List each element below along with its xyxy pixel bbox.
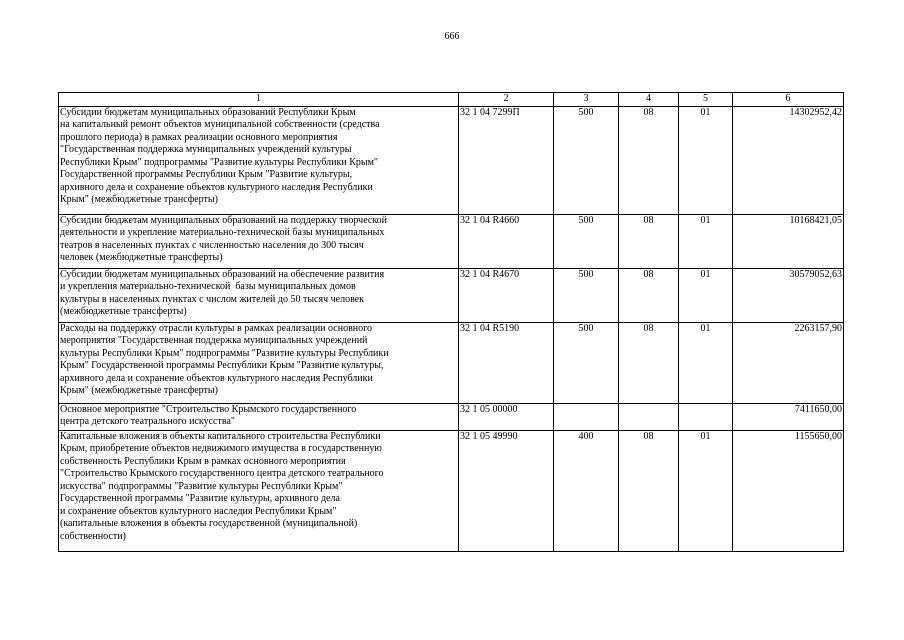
row-amount: 10168421,05 bbox=[733, 214, 844, 268]
row-target-code: 32 1 05 49990 bbox=[459, 430, 554, 551]
row-description: Субсидии бюджетам муниципальных образований на обеспечение развития и укрепления материально-технической базы муниципальных домов культуры в населенных пунктах с числом жителей до 50 тысяч человек (межбюджетные трансферты) bbox=[59, 268, 459, 322]
table-row bbox=[59, 430, 844, 551]
table-row bbox=[59, 268, 844, 322]
row-target-code: 32 1 04 R4670 bbox=[459, 268, 554, 322]
row-section: 08 bbox=[619, 430, 679, 551]
row-amount: 1155650,00 bbox=[733, 430, 844, 551]
row-target-code: 32 1 04 R4660 bbox=[459, 214, 554, 268]
row-expense-type: 500 bbox=[554, 322, 619, 403]
row-subsection: 01 bbox=[679, 268, 733, 322]
row-section: 08 bbox=[619, 106, 679, 214]
row-amount: 2263157,90 bbox=[733, 322, 844, 403]
table-row bbox=[59, 322, 844, 403]
column-header: 2 bbox=[459, 93, 554, 107]
column-header: 5 bbox=[679, 93, 733, 107]
row-expense-type bbox=[554, 403, 619, 430]
row-amount: 14302952,42 bbox=[733, 106, 844, 214]
column-header: 3 bbox=[554, 93, 619, 107]
row-expense-type: 500 bbox=[554, 106, 619, 214]
row-section bbox=[619, 403, 679, 430]
row-target-code: 32 1 05 00000 bbox=[459, 403, 554, 430]
row-amount: 30579052,63 bbox=[733, 268, 844, 322]
row-description: Основное мероприятие "Строительство Крымского государственного центра детского театрального искусства" bbox=[59, 403, 459, 430]
row-subsection: 01 bbox=[679, 214, 733, 268]
row-section: 08 bbox=[619, 268, 679, 322]
column-header: 6 bbox=[733, 93, 844, 107]
column-header: 4 bbox=[619, 93, 679, 107]
budget-table bbox=[58, 92, 844, 552]
row-subsection bbox=[679, 403, 733, 430]
row-amount: 7411650,00 bbox=[733, 403, 844, 430]
page-number: 666 bbox=[444, 31, 460, 42]
row-expense-type: 500 bbox=[554, 214, 619, 268]
row-target-code: 32 1 04 7299П bbox=[459, 106, 554, 214]
row-subsection: 01 bbox=[679, 430, 733, 551]
row-subsection: 01 bbox=[679, 106, 733, 214]
table-header-row bbox=[59, 93, 844, 107]
row-section: 08 bbox=[619, 322, 679, 403]
row-expense-type: 500 bbox=[554, 268, 619, 322]
row-description: Субсидии бюджетам муниципальных образований Республики Крым на капитальный ремонт объектов муниципальной собственности (средства прошлого периода) в рамках реализации основного мероприятия "Государственная поддержка муниципальных учреждений культуры Республики Крым" подпрограммы "Развитие культуры Республики Крым" Государственной программы Республики Крым "Развитие культуры, архивного дела и сохранение объектов культурного наследия Республики Крым" (межбюджетные трансферты) bbox=[59, 106, 459, 214]
column-header: 1 bbox=[59, 93, 459, 107]
row-description: Капитальные вложения в объекты капитального строительства Республики Крым, приобретение объектов недвижимого имущества в государственную собственность Республики Крым в рамках основного мероприятия "Строительство Крымского государственного центра детского театрального искусства" подпрограммы "Развитие культуры Республики Крым" Государственной программы "Развитие культуры, архивного дела и сохранение объектов культурного наследия Республики Крым" (капитальные вложения в объекты государственной (муниципальной) собственности) bbox=[59, 430, 459, 551]
row-expense-type: 400 bbox=[554, 430, 619, 551]
row-target-code: 32 1 04 R5190 bbox=[459, 322, 554, 403]
table-row bbox=[59, 106, 844, 214]
table-row bbox=[59, 214, 844, 268]
row-description: Расходы на поддержку отрасли культуры в рамках реализации основного мероприятия "Государственная поддержка муниципальных учреждений культуры Республики Крым" подпрограммы "Развитие культуры Республики Крым" Государственной программы Республики Крым "Развитие культуры, архивного дела и сохранение объектов культурного наследия Республики Крым" (межбюджетные трансферты) bbox=[59, 322, 459, 403]
row-subsection: 01 bbox=[679, 322, 733, 403]
table-row bbox=[59, 403, 844, 430]
row-section: 08 bbox=[619, 214, 679, 268]
row-description: Субсидии бюджетам муниципальных образований на поддержку творческой деятельности и укрепление материально-технической базы муниципальных театров в населенных пунктах с численностью населения до 300 тысяч человек (межбюджетные трансферты) bbox=[59, 214, 459, 268]
